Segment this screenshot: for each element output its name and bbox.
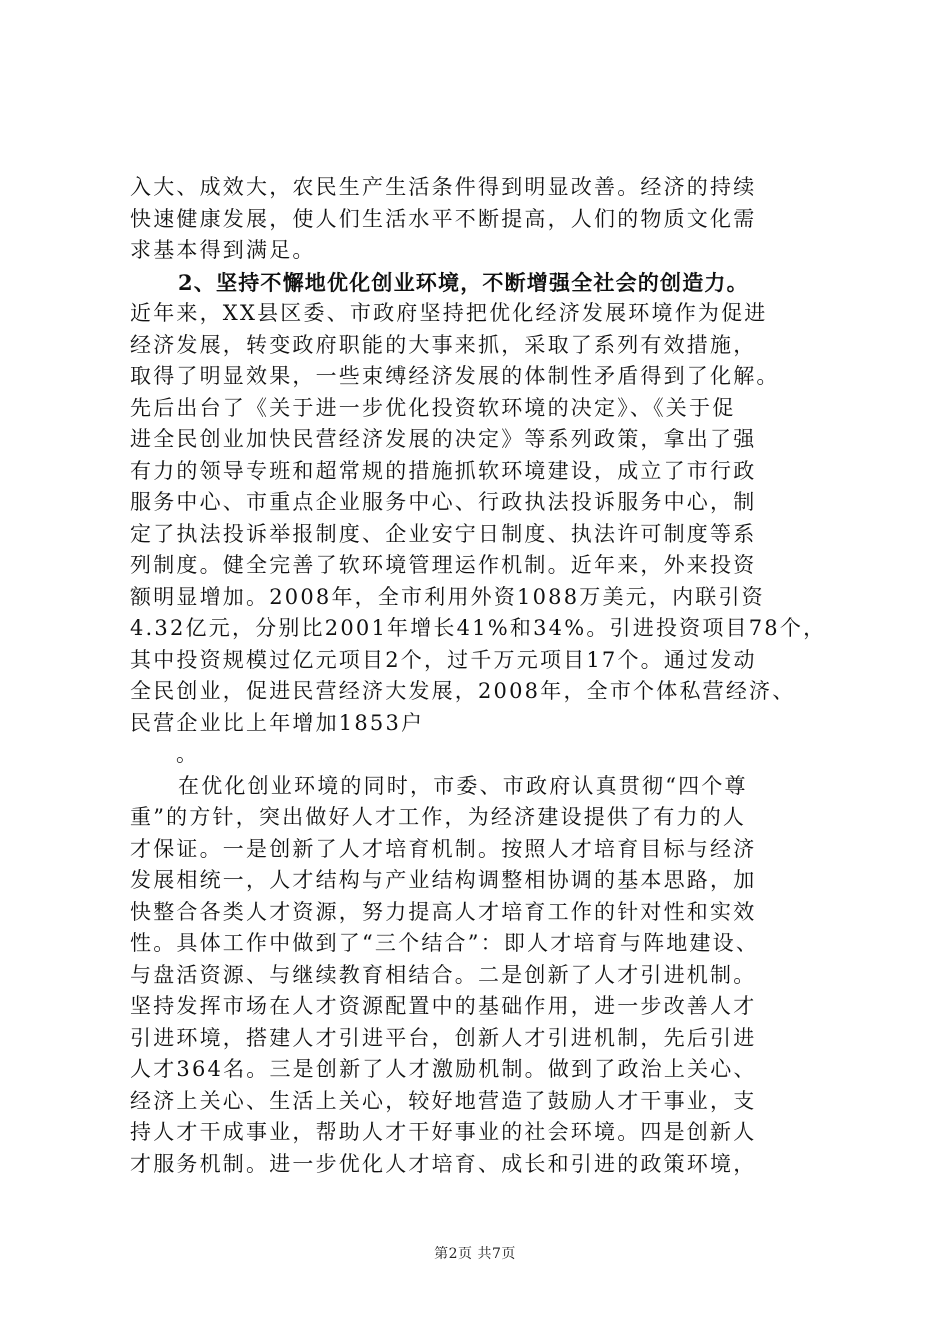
body-text [130, 172, 830, 1180]
text-line: 快速健康发展，使人们生活水平不断提高，人们的物质文化需 [130, 206, 757, 231]
text-line: 发展相统一，人才结构与产业结构调整相协调的基本思路，加 [130, 868, 757, 892]
text-line: 其中投资规模过亿元项目2个，过千万元项目17个。通过发动 [130, 647, 757, 672]
text-line: 才服务机制。进一步优化人才培育、成长和引进的政策环境， [130, 1151, 757, 1176]
text-line: 。 [176, 742, 200, 766]
text-line: 人才364名。三是创新了人才激励机制。做到了政治上关心、 [130, 1057, 757, 1081]
text-line: 求基本得到满足。 [130, 238, 316, 262]
text-line: 才保证。一是创新了人才培育机制。按照人才培育目标与经济 [130, 836, 757, 861]
text-line: 先后出台了《关于进一步优化投资软环境的决定》、《关于促 [130, 395, 736, 420]
section-heading: 2、坚持不懈地优化创业环境，不断增强全社会的创造力。 [178, 269, 749, 295]
paragraph-start: 在优化创业环境的同时，市委、市政府认真贯彻“四个尊 [178, 773, 748, 798]
text-line: 4.32亿元，分别比2001年增长41%和34%。引进投资项目78个， [130, 616, 827, 640]
text-line: 额明显增加。2008年，全市利用外资1088万美元，内联引资 [130, 584, 765, 609]
text-line: 民营企业比上年增加1853户 [130, 710, 425, 735]
text-line: 坚持发挥市场在人才资源配置中的基础作用，进一步改善人才 [130, 994, 757, 1018]
text-line: 入大、成效大，农民生产生活条件得到明显改善。经济的持续 [130, 175, 757, 199]
text-line: 持人才干成事业，帮助人才干好事业的社会环境。四是创新人 [130, 1120, 757, 1144]
text-line: 取得了明显效果，一些束缚经济发展的体制性矛盾得到了化解。 [130, 364, 780, 388]
text-line: 定了执法投诉举报制度、企业安宁日制度、执法许可制度等系 [130, 521, 757, 546]
text-line: 列制度。健全完善了软环境管理运作机制。近年来，外来投资 [130, 553, 757, 577]
text-line: 重”的方针，突出做好人才工作，为经济建设提供了有力的人 [130, 805, 747, 829]
text-line: 进全民创业加快民营经济发展的决定》等系列政策，拿出了强 [130, 427, 757, 451]
text-line: 引进环境，搭建人才引进平台，创新人才引进机制，先后引进 [130, 1025, 757, 1050]
text-line: 与盘活资源、与继续教育相结合。二是创新了人才引进机制。 [130, 962, 757, 987]
text-line: 经济上关心、生活上关心，较好地营造了鼓励人才干事业，支 [130, 1088, 757, 1113]
page-footer: 第2页 共7页 [434, 1246, 516, 1262]
text-line: 全民创业，促进民营经济大发展，2008年，全市个体私营经济、 [130, 679, 796, 703]
text-line: 服务中心、市重点企业服务中心、行政执法投诉服务中心，制 [130, 490, 757, 514]
text-line: 近年来，XX县区委、市政府坚持把优化经济发展环境作为促进 [130, 301, 768, 325]
text-line: 快整合各类人才资源，努力提高人才培育工作的针对性和实效 [130, 899, 757, 924]
text-line: 经济发展，转变政府职能的大事来抓，采取了系列有效措施， [130, 332, 757, 357]
text-line: 有力的领导专班和超常规的措施抓软环境建设，成立了市行政 [130, 458, 757, 483]
text-line: 性。具体工作中做到了“三个结合”：即人才培育与阵地建设、 [130, 931, 760, 955]
